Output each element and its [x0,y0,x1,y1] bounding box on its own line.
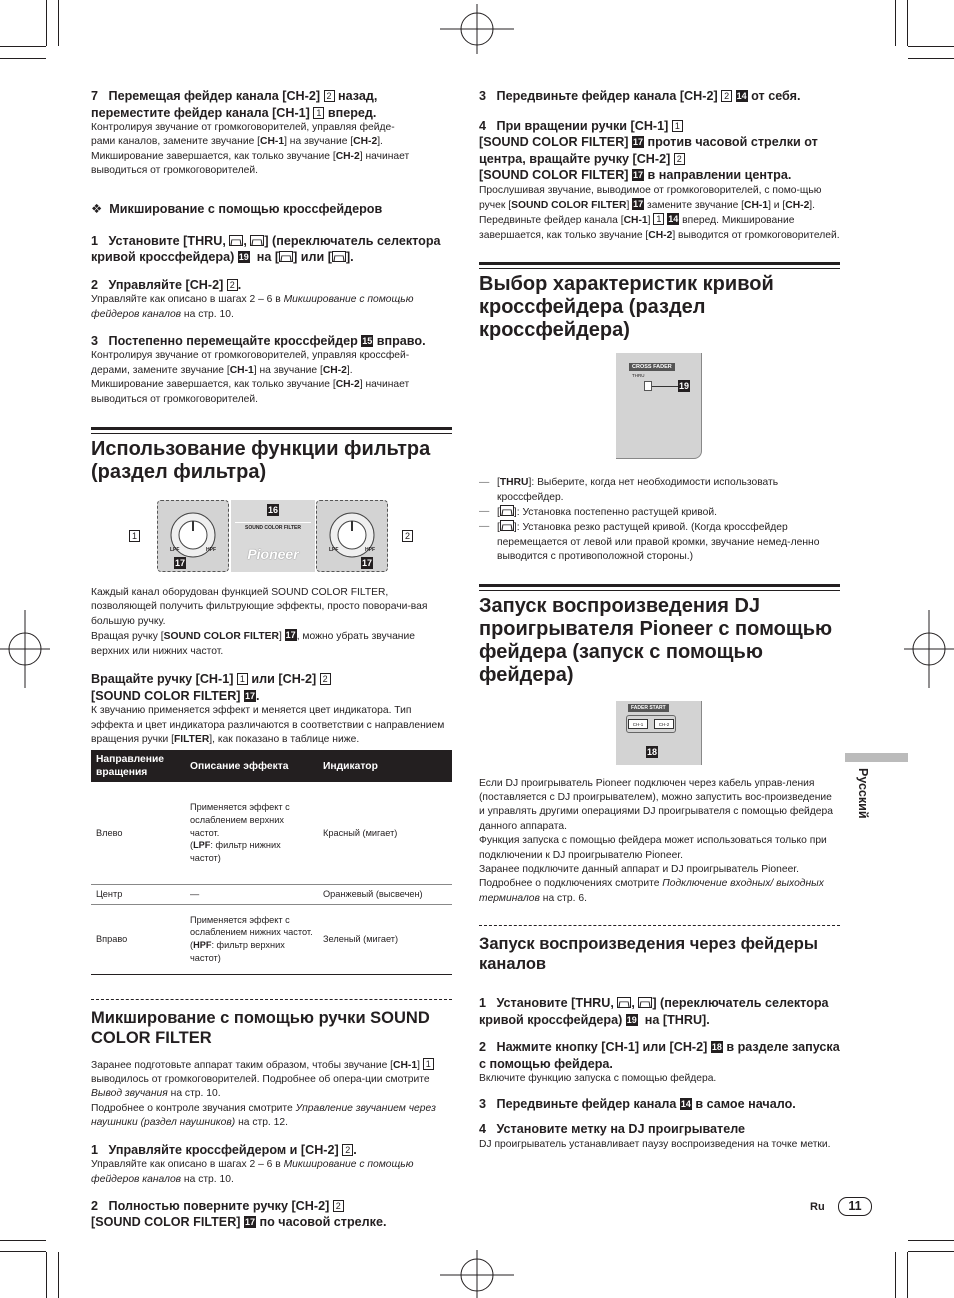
xf-step-2: 2 Управляйте [CH-2] 2 . [91,277,242,292]
page-number: 11 [838,1197,872,1216]
filter-effect-table [91,750,452,974]
table-row: Влево Применяется эффект с ослаблением верхних частот. (LPF: фильтр нижних частот) Красный (мигает) [91,782,452,884]
filter-section-title: Использование функции фильтра (раздел фильтра) [91,427,452,484]
curve-sharp-icon [500,520,514,531]
c-step-3: 3 Передвиньте фейдер канала 14 в самое начало. [479,1096,796,1111]
pioneer-logo: Pioneer [247,546,299,563]
xf-step-3-body: Контролируя звучание от громкоговорителей, управляя кроссфей- дерами, замените звучание [CH-1] на звучание [CH-2]. Микширование завершается, как только звучание [CH-2] начинает выводиться от громкоговорителей. [91,350,410,405]
curve-section-title: Выбор характеристик кривой кроссфейдера (раздел кроссфейдера) [479,262,840,342]
c-step-2-body: Включите функцию запуска с помощью фейдера. [479,1073,717,1085]
language-tab-label: Русский [856,768,870,819]
curve-sharp-icon [638,997,652,1008]
crop-mark [908,1240,954,1241]
ch1-button[interactable]: CH-1 [628,719,648,729]
knob-step-1-body: Управляйте как описано в шагах 2 – 6 в Микширование с помощью фейдеров каналов на стр. 10. [91,1159,414,1185]
callout-2: 2 [324,90,335,102]
crop-mark [895,0,896,46]
knob-step-1: 1 Управляйте кроссфейдером и [CH-2] 2 . [91,1142,357,1157]
crop-mark [0,1251,46,1252]
list-item: — [THRU]: Выберите, когда нет необходимости использовать кроссфейдер. [479,477,779,503]
left-column [91,88,452,1231]
curve-sharp-icon [250,235,264,246]
r-step-4-body: Прослушивая звучание, выводимое от громкоговорителей, с помо-щью ручек [SOUND COLOR FILTER] 17 замените звучание [CH-1] и [CH-2]. Передвиньте фейдер канала [CH-1] 1 14 вперед. Микширование завершается, как только звучание [CH-2] выводится от громкоговорителей. [479,184,840,241]
crossfader-figure: CROSS FADER THRU 19 [616,353,702,459]
registration-mark [440,4,514,54]
step-7-heading: 7 Перемещая фейдер канала [CH-2] 2 назад, переместите фейдер канала [CH-1] 1 вперед. [91,89,378,120]
r-step-3: 3 Передвиньте фейдер канала [CH-2] 2 14 от себя. [479,89,801,103]
list-item: — [ ]: Установка резко растущей кривой. (Когда кроссфейдер перемещается от левой или правой кромки, звучание немед-ленно выводится с противоположной стороны.) [479,521,820,563]
crop-mark [0,58,46,59]
channel-faders-title: Запуск воспроизведения через фейдеры каналов [479,935,818,974]
crop-mark [895,1252,896,1298]
section-divider [479,925,840,926]
knob-step-2: 2 Полностью поверните ручку [CH-2] 2 [SOUND COLOR FILTER] 17 по часовой стрелке. [91,1198,387,1230]
registration-mark [904,610,954,688]
crop-mark [0,1240,46,1241]
knob-mixing-intro: Заранее подготовьте аппарат таким образом, чтобы звучание [CH-1] 1 выводилось от громкоговорителей. Подробнее об опера-ции смотрите Вывод звучания на стр. 10. Подробнее о контроле звучания смотрите Управление звучанием через наушники (раздел наушников) на стр. 12. [91,1058,436,1129]
xf-step-3: 3 Постепенно перемещайте кроссфейдер 15 вправо. [91,333,426,348]
c-step-4-body: DJ проигрыватель устанавливает паузу воспроизведения на точке метки. [479,1138,831,1150]
crop-mark [58,0,59,46]
filter-intro: Каждый канал оборудован функцией SOUND COLOR FILTER, позволяющей получить фильтрующие эффекты, просто поворачи-вая большую ручку. Вращая ручку [SOUND COLOR FILTER] 17, можно убрать звучание верхних или нижних частот. [91,587,428,657]
crop-mark [908,58,954,59]
c-step-1: 1 Установите [THRU, , ] (переключатель селектора кривой кроссфейдера) 19 на [THRU]. [479,996,829,1027]
fader-start-figure-wrap [479,701,840,777]
curve-sharp-icon [332,251,346,262]
rotate-knob-step: Вращайте ручку [CH-1] 1 или [CH-2] 2 [SOUND COLOR FILTER] 17. [91,671,452,704]
curve-gradual-icon [500,505,514,516]
crop-mark [58,1252,59,1298]
curve-gradual-icon [279,251,293,262]
callout-1: 1 [313,107,324,119]
left-filter-panel: LPF HPF 17 [157,500,229,572]
crossfader-mixing-title: ❖ Микширование с помощью кроссфейдеров [91,201,383,216]
step-7-body: Контролируя звучание от громкоговорителей, управляя фейде- рами каналов, замените звучание [CH-1] на звучание [CH-2]. Микширование завершается, как только звучание [CH-2] начинает выводиться от громкоговорителей. [91,122,410,177]
fader-start-figure: FADER START CH-1 CH-2 18 [616,701,702,765]
table-row: Вправо Применяется эффект с ослаблением нижних частот. (HPF: фильтр верхних частот) Зеленый (мигает) [91,904,452,974]
curve-options-list [479,476,840,564]
fader-start-body: Если DJ проигрыватель Pioneer подключен через кабель управ-ления (поставляется с DJ проигрывателем), можно запустить вос-произведение и управлять другими операциями DJ проигрывателя с помощью фейдера данного аппарата. Функция запуска с помощью фейдера может использоваться только при подключении к DJ проигрывателю Pioneer. Заранее подключите данный аппарат и DJ проигрыватель Pioneer. Подробнее о подключениях смотрите Подключение входных/ выходных терминалов на стр. 6. [479,777,833,904]
c-step-4: 4 Установите метку на DJ проигрывателе [479,1122,746,1137]
footer-lang: Ru [810,1201,825,1213]
list-item: — [ ]: Установка постепенно растущей кривой. [479,505,717,518]
registration-mark [440,1250,514,1298]
knob-mixing-title: Микширование с помощью ручки SOUND COLOR FILTER [91,1008,430,1047]
filter-figure: 1 2 LPF HPF 17 16 SOUND COLOR FILTER Pioneer LPF HPF 17 [91,496,452,581]
crop-mark [907,0,908,46]
c-step-2: 2 Нажмите кнопку [CH-1] или [CH-2] 18 в разделе запуска с помощью фейдера. [479,1040,840,1071]
section-divider [91,999,452,1000]
crop-mark [46,1252,47,1298]
rotate-knob-body: К звучанию применяется эффект и меняется цвет индикатора. Тип эффекта и цвет индикатора различаются в соответствии с направлением вращения ручки [FILTER], как показано в таблице ниже. [91,705,445,745]
crop-mark [46,0,47,46]
table-row: Центр — Оранжевый (высвечен) [91,884,452,904]
crop-mark [0,46,46,47]
crop-mark [907,1252,908,1298]
diamond-bullet-icon: ❖ [91,201,103,216]
filter-center-panel: 16 SOUND COLOR FILTER Pioneer [231,500,315,572]
table-header-row: Направление вращения Описание эффекта Индикатор [91,750,452,782]
curve-gradual-icon [229,235,243,246]
curve-gradual-icon [617,997,631,1008]
xf-step-2-body: Управляйте как описано в шагах 2 – 6 в Микширование с помощью фейдеров каналов на стр. 10. [91,294,414,320]
crossfader-figure-wrap [479,353,840,473]
crop-mark [908,46,954,47]
language-tab [845,753,908,762]
right-filter-panel: LPF HPF 17 [316,500,388,572]
xf-step-1: 1 Установите [THRU, , ] (переключатель селектора кривой кроссфейдера) 19 на [ ] или [ ]. [91,233,441,265]
r-step-4: 4 При вращении ручки [CH-1] 1 [SOUND COLOR FILTER] 17 против часовой стрелки от центра, вращайте ручку [CH-2] 2 [SOUND COLOR FILTER] 17 в направлении центра. [479,118,818,182]
registration-mark [0,610,50,688]
crop-mark [908,1251,954,1252]
ch2-button[interactable]: CH-2 [654,719,674,729]
fader-start-title: Запуск воспроизведения DJ проигрывателя Pioneer с помощью фейдера (запуск с помощью фейдера) [479,584,840,687]
right-column [479,88,840,1152]
